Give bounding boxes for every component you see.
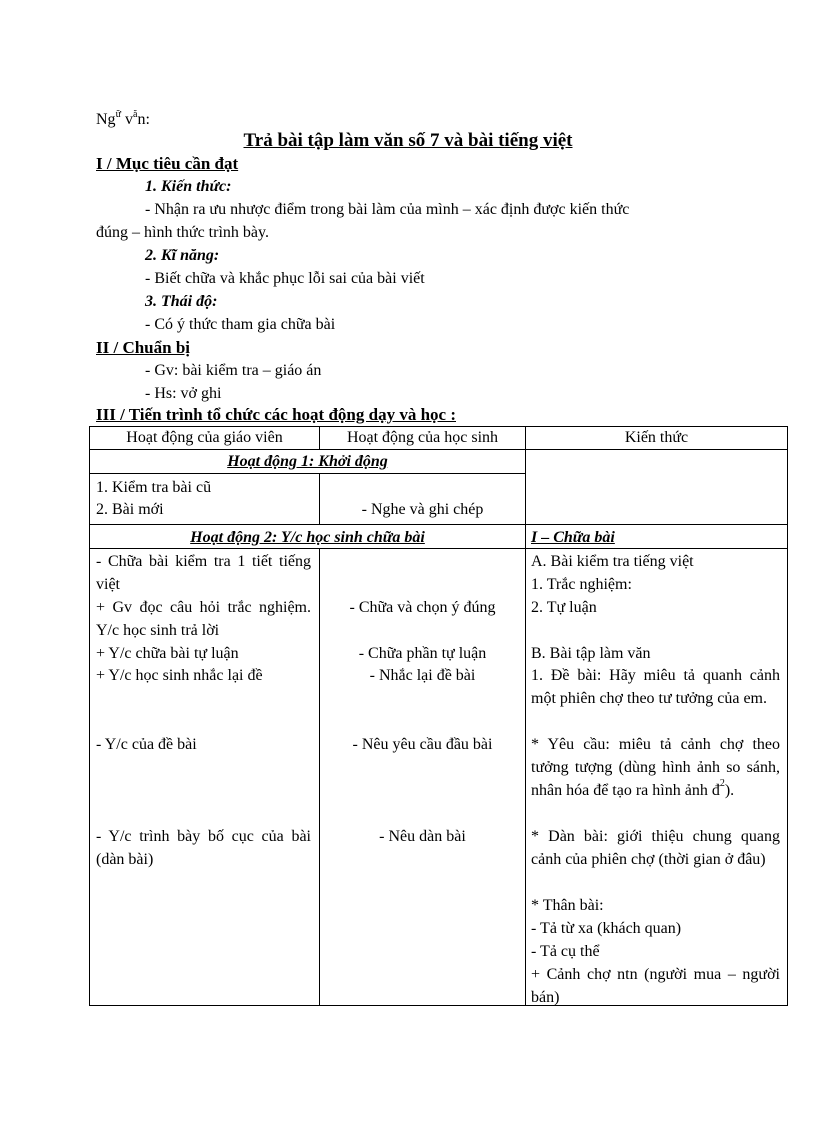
knowledge-item: - Tả từ xa (khách quan) [531,920,682,937]
knowledge-item: B. Bài tập làm văn [531,645,651,662]
prep-hs: - Hs: vở ghi [145,385,222,402]
knowledge-item: 2. Tự luận [531,599,597,616]
knowledge-item: * Dàn bài: giới thiệu chung quang cảnh của phiên chợ (thời gian ở đâu) [531,828,780,868]
knowledge-section-title: I – Chữa bài [531,529,615,546]
knowledge-line-1: - Nhận ra ưu nhược điểm trong bài làm của mình – xác định được kiến thức [145,201,630,218]
subject-part-c: n: [137,111,150,128]
subject-part-b: v [120,111,133,128]
knowledge-item: * Thân bài: [531,897,604,914]
teacher-item: + Y/c học sinh nhắc lại đề [96,667,263,684]
teacher-item: + Gv đọc câu hỏi trắc nghiệm. Y/c học sinh trả lời [96,599,311,639]
knowledge-line-2: đúng – hình thức trình bày. [96,224,269,241]
knowledge-item-sup: 2 [719,778,725,789]
knowledge-item: 1. Trắc nghiệm: [531,576,632,593]
student-item: - Nêu yêu cầu đầu bài [352,736,493,753]
knowledge-item: A. Bài kiểm tra tiếng việt [531,553,694,570]
header-teacher: Hoạt động của giáo viên [126,429,283,446]
section3-heading: III / Tiến trình tổ chức các hoạt động dạy và học : [96,405,456,424]
knowledge-item-tail: ). [724,782,735,799]
student-item: - Nhắc lại đề bài [369,667,476,684]
table-row-divider [89,524,788,525]
teacher-item: - Chữa bài kiểm tra 1 tiết tiếng việt [96,553,311,593]
header-student: Hoạt động của học sinh [346,429,499,446]
attitude-heading: 3. Thái độ: [145,293,218,310]
subject-sup-b: ă [132,109,138,120]
subject-label [96,110,150,130]
student-item: - Chữa phần tự luận [358,645,487,662]
teacher-item: - Y/c trình bày bố cục của bài (dàn bài) [96,828,311,868]
activity2-title: Hoạt động 2: Y/c học sinh chữa bài [190,529,425,546]
knowledge-heading: 1. Kiến thức: [145,178,232,195]
knowledge-item [531,733,780,802]
skill-text: - Biết chữa và khắc phục lỗi sai của bài viết [145,270,425,287]
table-border-left [89,426,90,1006]
attitude-text: - Có ý thức tham gia chữa bài [145,316,336,333]
knowledge-item: - Tả cụ thể [531,943,600,960]
table-border-right [787,426,788,1006]
skill-heading: 2. Kĩ năng: [145,247,220,264]
knowledge-item: 1. Đề bài: Hãy miêu tả quanh cảnh một phiên chợ theo tư tưởng của em. [531,667,780,707]
activity1-teacher-item: 2. Bài mới [96,501,164,518]
activity1-student: - Nghe và ghi chép [361,501,484,518]
page-title: Trả bài tập làm văn số 7 và bài tiếng việt [243,130,573,151]
subject-part-a: Ng [96,111,116,128]
prep-gv: - Gv: bài kiểm tra – giáo án [145,362,322,379]
section1-heading: I / Mục tiêu cần đạt [96,154,239,173]
section2-heading: II / Chuẩn bị [96,338,191,357]
table-row-divider [89,473,525,474]
teacher-item: - Y/c của đề bài [96,736,197,753]
knowledge-item: + Cảnh chợ ntn (người mua – người bán) [531,966,780,1006]
activity1-teacher-item: 1. Kiểm tra bài cũ [96,479,212,496]
header-knowledge: Kiến thức [624,429,689,446]
activity1-title: Hoạt động 1: Khởi động [227,453,388,470]
knowledge-item-text: * Yêu cầu: miêu tả cảnh chợ theo tưởng tượng (dùng hình ảnh so sánh, nhân hóa để tạo ra hình ảnh đ [531,736,780,799]
student-item: - Nêu dàn bài [379,828,466,845]
teacher-item: + Y/c chữa bài tự luận [96,645,239,662]
student-item: - Chữa và chọn ý đúng [349,599,496,616]
subject-sup-a: ữ [115,109,121,120]
table-col-divider [525,426,526,1006]
